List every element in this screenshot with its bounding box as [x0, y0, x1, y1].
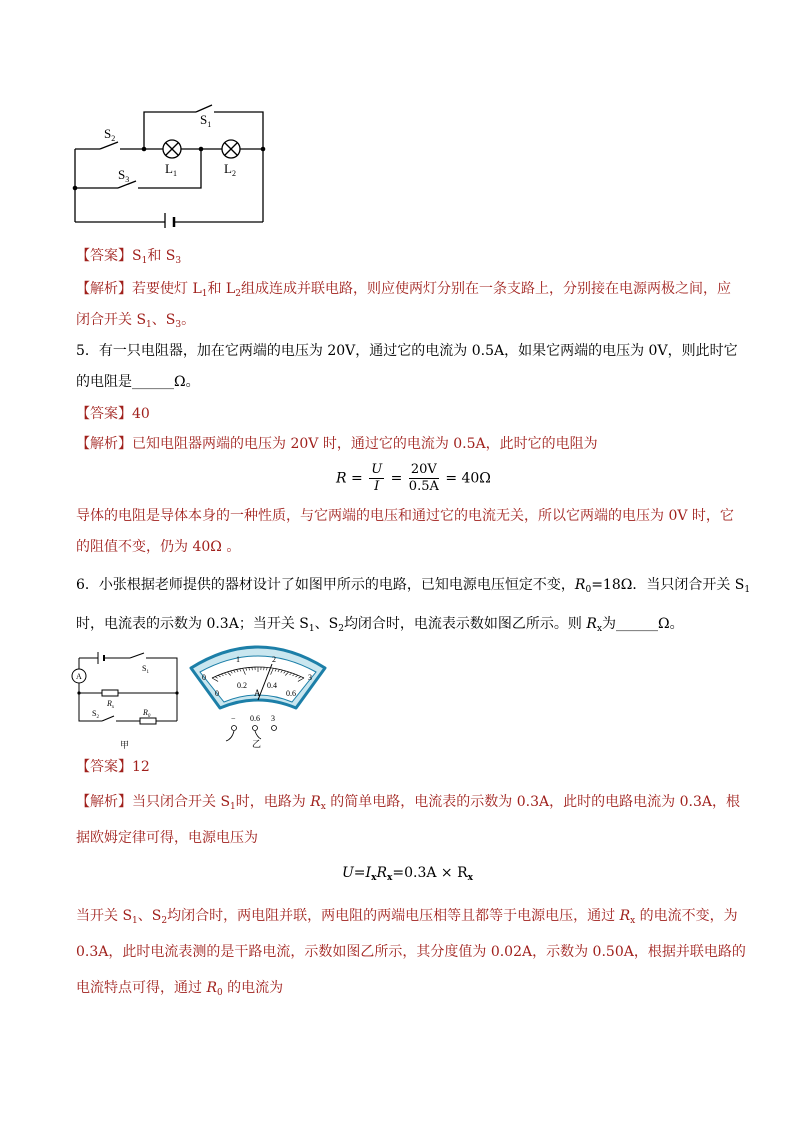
q6-analysis-line5: 电流特点可得，通过 $R_0$ 的电流为 [76, 980, 284, 998]
svg-text:0: 0 [215, 689, 219, 698]
svg-text:1: 1 [236, 655, 240, 664]
label-l2: L [224, 161, 232, 176]
svg-text:Rx: $R_x$ [107, 699, 115, 710]
q6-analysis-line4: 0.3A，此时电流表测的是干路电流，示数如图乙所示，其分度值为 0.02A，示数为 0.50A，根据并联电路的 [76, 944, 746, 960]
circuit-diagram-1 [70, 100, 270, 228]
ammeter-dial [188, 644, 328, 754]
fig-label-jia: 甲 [120, 740, 130, 750]
svg-text:L1: $L_1$ [165, 161, 177, 178]
svg-text:0: 0 [202, 673, 206, 682]
svg-text:−: − [231, 714, 236, 723]
circuit-diagram-2 [70, 652, 184, 754]
fig-label-yi: 乙 [252, 739, 262, 749]
q6-analysis-line3: 当开关 $S_1$、$S_2$均闭合时，两电阻并联，两电阻的两端电压相等且都等于电源电压，通过 $R_x$ 的电流不变，为 [76, 908, 738, 926]
label-s1: S [200, 112, 208, 127]
svg-text:S3: $S_3$ [118, 167, 130, 184]
q5-analysis-line3: 的阻值不变，仍为 40Ω 。 [76, 539, 241, 555]
svg-text:0.6: 0.6 [250, 714, 260, 723]
q6-analysis-line1: 【解析】当只闭合开关 $S_1$时，电路为 $R_x$ 的简单电路，电流表的示数为 0.3A，此时的电路电流为 0.3A，根 [76, 794, 740, 812]
svg-text:S1: $S_1$ [200, 112, 212, 129]
svg-text:0.6: 0.6 [286, 689, 296, 698]
svg-text:R0: $R_0$ [143, 708, 151, 719]
svg-text:3: 3 [308, 673, 312, 682]
q6-question-line1: 6．小张根据老师提供的器材设计了如图甲所示的电路，已知电源电压恒定不变，$R_0=18\Omega$．当只闭合开关 $S_1$ [76, 577, 751, 595]
svg-text:A: A [254, 688, 261, 698]
q4-analysis-line1: 【解析】若要使灯 $L_1$和 $L_2$组成连成并联电路，则应使两灯分别在一条支路上，分别接在电源两极之间，应 [76, 281, 731, 299]
svg-text:L2: $L_2$ [224, 161, 236, 178]
q4-analysis-line2: 闭合开关 $S_1$、$S_3$。 [76, 312, 196, 330]
q5-answer: 【答案】40 [76, 406, 150, 422]
q6-answer: 【答案】12 [76, 759, 150, 775]
label-s2: S [104, 126, 112, 141]
q4-answer: 【答案】$S_1$和 $S_3$ [76, 248, 182, 266]
svg-text:0.2: 0.2 [237, 681, 247, 690]
q5-formula: R = $\frac{U}{I}$ = $\frac{20V}{0.5A}$ = 40Ω [336, 462, 491, 494]
svg-text:2: 2 [272, 655, 276, 664]
svg-text:S2: $S_2$ [104, 126, 116, 143]
q5-question-line1: 5．有一只电阻器，加在它两端的电压为 20V，通过它的电流为 0.5A，如果它两端的电压为 0V，则此时它 [76, 343, 738, 359]
svg-text:3: 3 [271, 714, 275, 723]
q5-analysis-line2: 导体的电阻是导体本身的一种性质，与它两端的电压和通过它的电流无关，所以它两端的电压为 0V 时，它 [76, 508, 734, 524]
svg-text:S2: $S_2$ [92, 709, 99, 720]
svg-text:0.4: 0.4 [267, 681, 277, 690]
q6-question-line2: 时，电流表的示数为 0.3A；当开关 $S_1$、$S_2$均闭合时，电流表示数如图乙所示。则 $R_x$为______Ω。 [76, 616, 684, 634]
label-s3: S [118, 167, 126, 182]
q6-analysis-line2: 据欧姆定律可得，电源电压为 [76, 830, 258, 846]
q5-analysis-line1: 【解析】已知电阻器两端的电压为 20V 时，通过它的电流为 0.5A，此时它的电阻为 [76, 436, 598, 452]
label-l1: L [165, 161, 173, 176]
svg-text:S1: $S_1$ [142, 664, 149, 675]
q6-formula: $U=I_xR_x=0.3A \times R_x$ [342, 865, 474, 883]
q5-question-line2: 的电阻是______Ω。 [76, 374, 200, 390]
ammeter-symbol: A [76, 672, 82, 681]
